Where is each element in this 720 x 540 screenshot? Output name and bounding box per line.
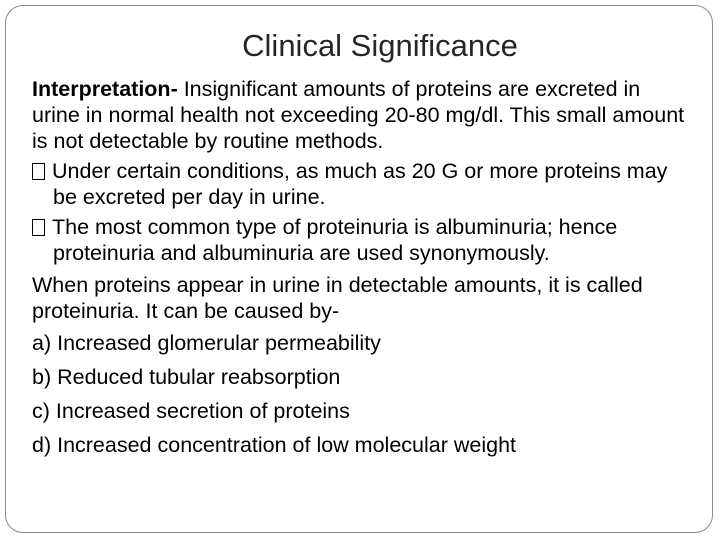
causes-list <box>32 326 692 462</box>
bullet-item <box>32 158 692 210</box>
proteinuria-paragraph: When proteins appear in urine in detectable amounts, it is called proteinuria. It can be caused by- <box>32 273 643 323</box>
cause-item: b) Reduced tubular reabsorption <box>32 365 341 389</box>
bullet-box-icon <box>32 219 45 236</box>
slide-body <box>32 76 692 462</box>
bullet-text: Under certain conditions, as much as 20 G or more proteins may be excreted per day in urine. <box>52 159 668 209</box>
slide-title: Clinical Significance <box>242 28 518 63</box>
interpretation-paragraph <box>32 76 692 154</box>
cause-item: a) Increased glomerular permeability <box>32 331 381 355</box>
cause-item: d) Increased concentration of low molecular weight <box>32 433 517 457</box>
interpretation-label: Interpretation- <box>32 77 178 101</box>
bullet-text: The most common type of proteinuria is albuminuria; hence proteinuria and albuminuria are used synonymously. <box>52 215 618 265</box>
bullet-item <box>32 214 692 266</box>
cause-item: c) Increased secretion of proteins <box>32 399 350 423</box>
interpretation-text: Insignificant amounts of proteins are excreted in urine in normal health not exceeding 20-80 mg/dl. This small amount is not detectable by routine methods. <box>32 77 685 153</box>
bullet-box-icon <box>32 163 45 180</box>
